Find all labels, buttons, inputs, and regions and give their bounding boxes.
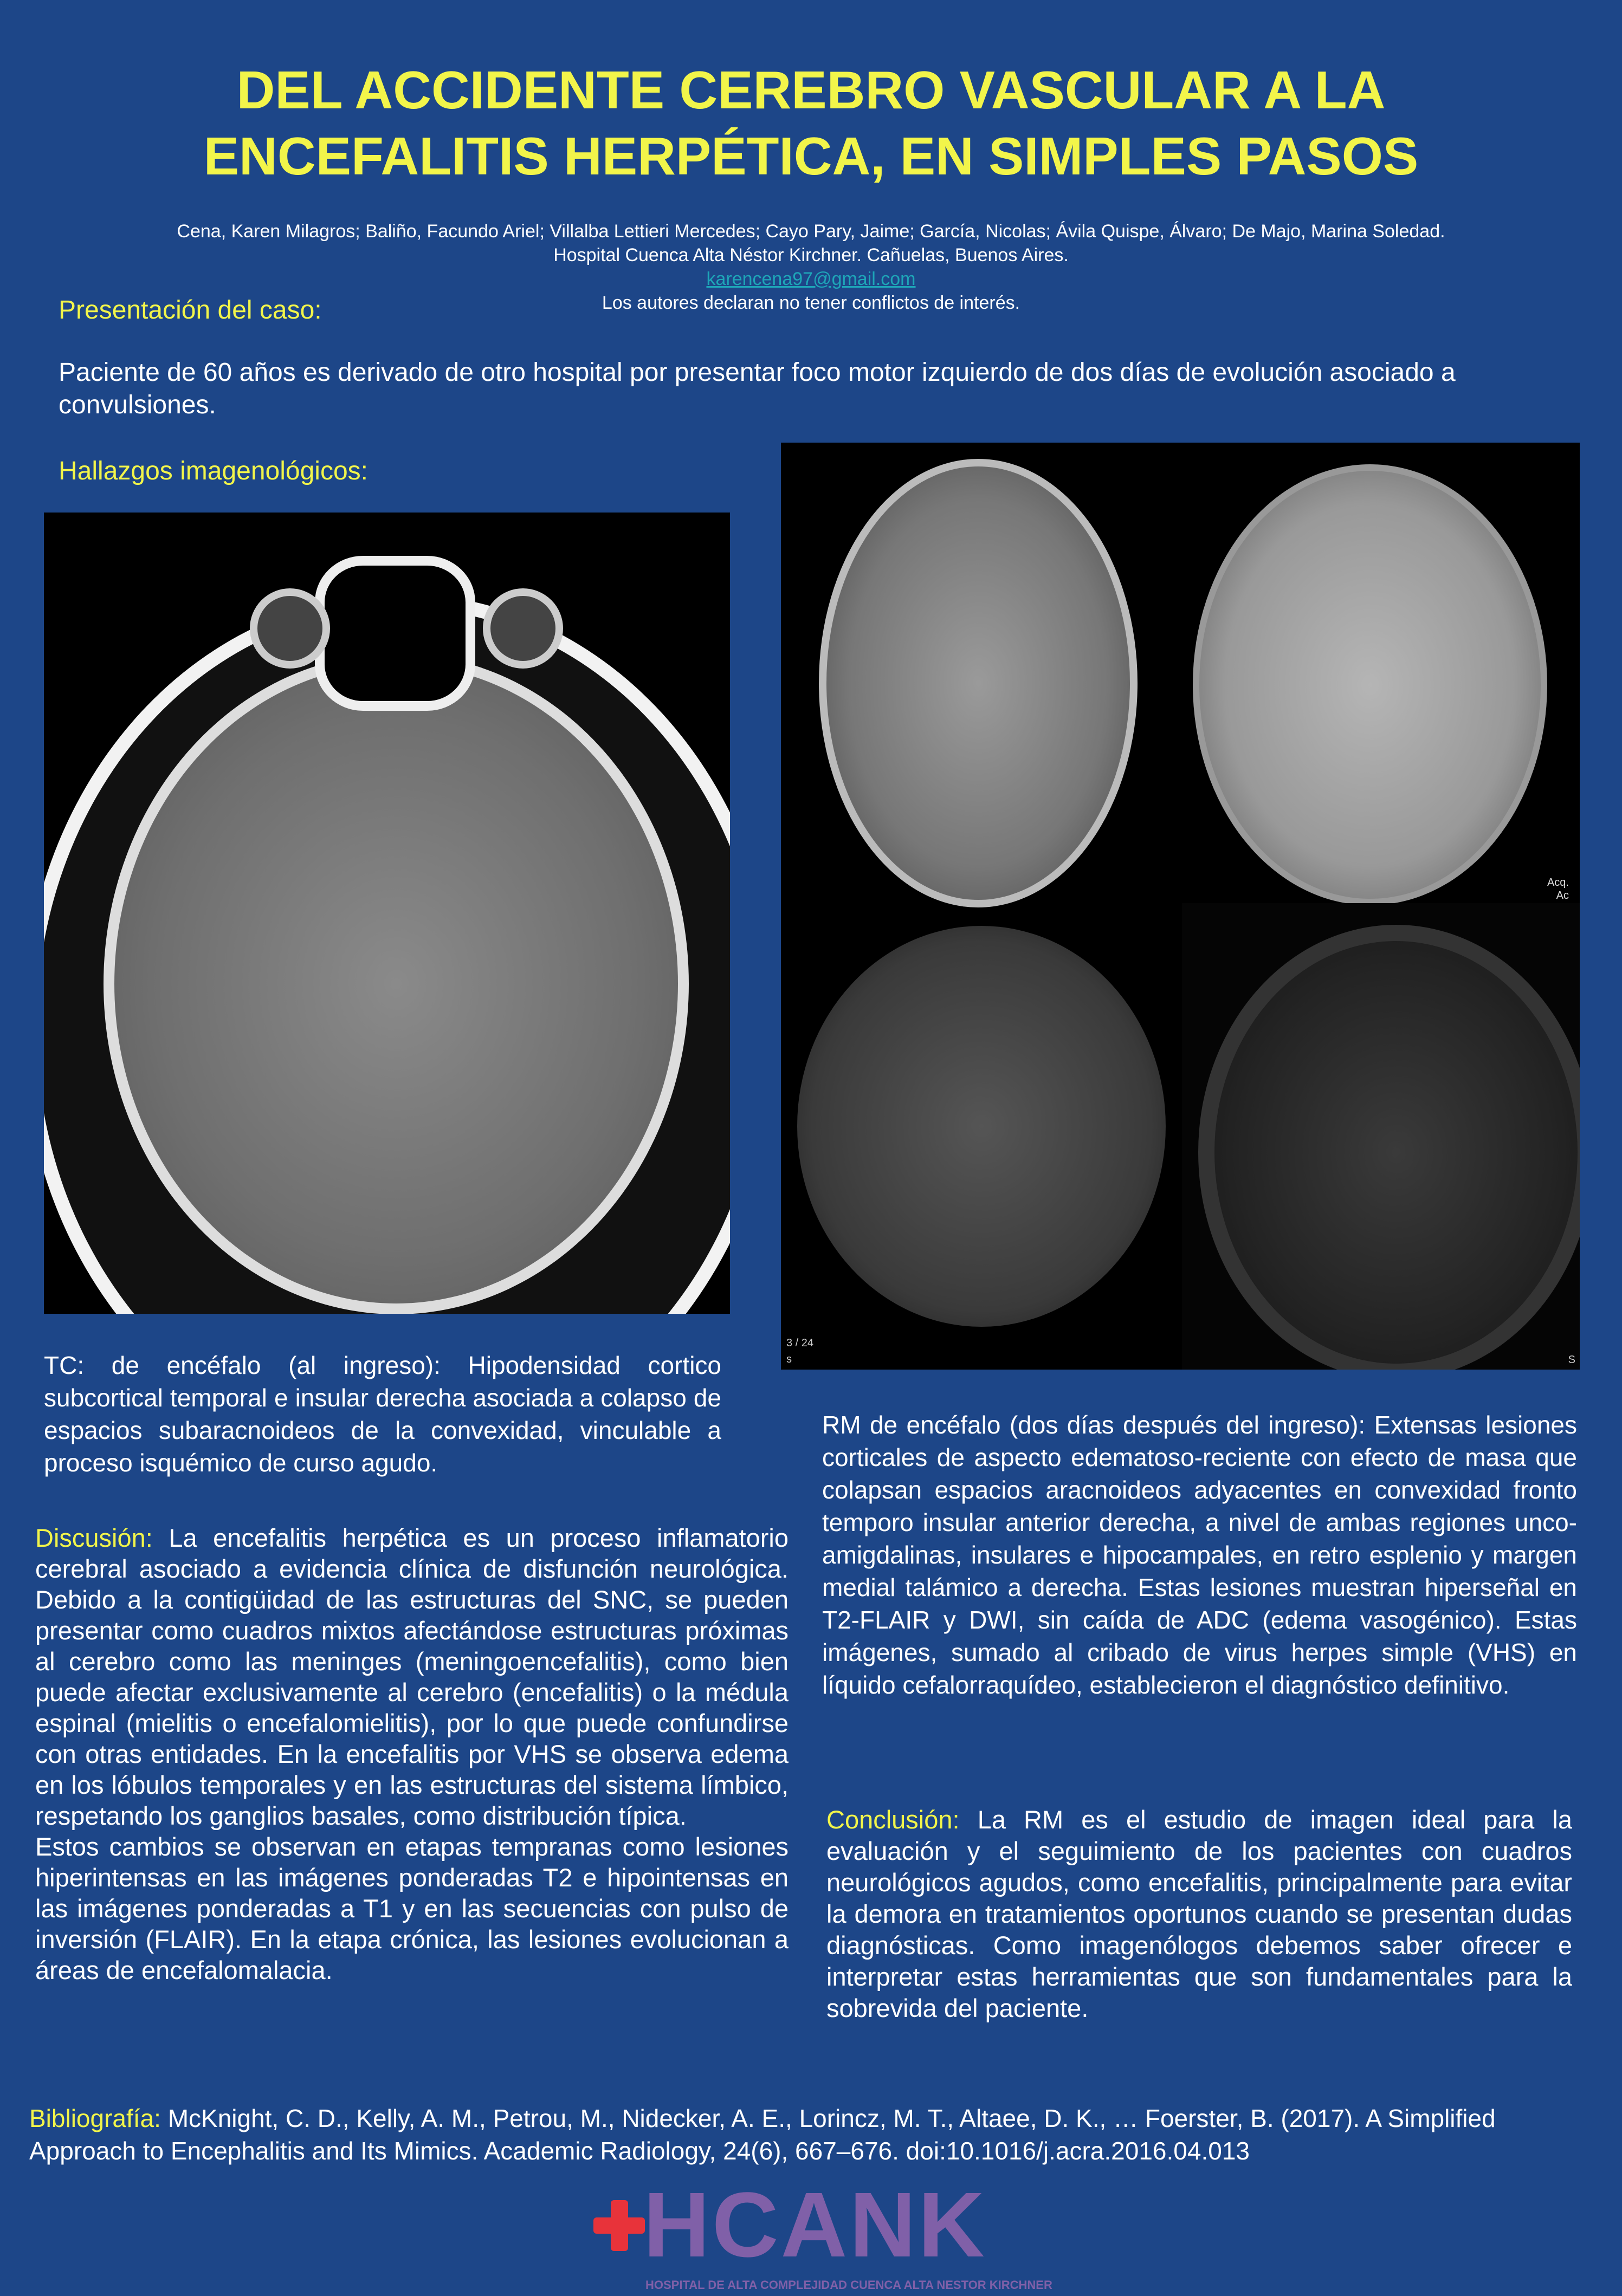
conclusion-section [826, 1804, 1572, 2024]
bibliography-section [29, 2102, 1574, 2167]
mri-caption: RM de encéfalo (dos días después del ingreso): Extensas lesiones corticales de aspecto edematoso-reciente con efecto de masa que colapsan espacios aracnoideos adyacentes en convexidad fronto temporo insular anterior derecha, a nivel de ambas regiones unco-amigdalinas, insulares e hipocampales, en retro esplenio y margen medial talámico a derecha. Estas lesiones muestran hiperseñal en T2-FLAIR y DWI, sin caída de ADC (edema vasogénico). Estas imágenes, sumado al cribado de virus herpes simple (VHS) en líquido cefalorraquídeo, establecieron el diagnóstico definitivo. [822, 1411, 1577, 1699]
mri-t2-image [781, 443, 1153, 915]
logo-subtitle: HOSPITAL DE ALTA COMPLEJIDAD CUENCA ALTA NESTOR KIRCHNER [645, 2278, 1052, 2292]
mri-dwi-image [781, 915, 1182, 1370]
conclusion-heading: Conclusión: [826, 1805, 960, 1834]
poster-title [0, 57, 1622, 189]
contact-block [434, 267, 1188, 315]
ct-brain-image [44, 513, 730, 1314]
bibliography-heading: Bibliografía: [29, 2104, 161, 2132]
mri-acq-label: Acq. Ac [1547, 877, 1569, 901]
conclusion-text: La RM es el estudio de imagen ideal para la evaluación y el seguimiento de los pacientes con cuadros neurológicos agudos, como encefalitis, principalmente para evitar la demora en tratamientos oportunos cuando se presentan dudas diagnósticas. Como imagenólogos debemos saber ofrecer e interpretar estas herramientas que son fundamentales para la sobrevida del paciente. [826, 1805, 1572, 2022]
discussion-text-2: Estos cambios se observan en etapas tempranas como lesiones hiperintensas en las imágenes ponderadas T2 e hipointensas en las imágenes ponderadas a T1 y en las secuencias con pulso de inversión (FLAIR). En la etapa crónica, las lesiones evolucionan a áreas de encefalomalacia. [35, 1832, 789, 1984]
discussion-section [35, 1522, 789, 1986]
mri-slice-label: 3 / 24 [786, 1337, 814, 1349]
findings-heading: Hallazgos imagenológicos: [59, 457, 368, 485]
hcank-logo [593, 2174, 1052, 2296]
ct-caption: TC: de encéfalo (al ingreso): Hipodensidad cortico subcortical temporal e insular derecha asociada a colapso de espacios subaracnoideos de la convexidad, vinculable a proceso isquémico de curso agudo. [44, 1351, 721, 1477]
authors-block [0, 219, 1622, 267]
presentation-text: Paciente de 60 años es derivado de otro hospital por presentar foco motor izquierdo de dos días de evolución asociado a convulsiones. [59, 358, 1456, 419]
mri-flair-image [1155, 443, 1580, 915]
bibliography-text: McKnight, C. D., Kelly, A. M., Petrou, M., Nidecker, A. E., Lorincz, M. T., Altaee, D. K., … Foerster, B. (2017). A Simplified Approach to Encephalitis and Its Mimics. Academic Radiology, 24(6), 667–676. doi:10.1016/j.acra.2016.04.013 [29, 2104, 1496, 2165]
authors: Cena, Karen Milagros; Baliño, Facundo Ariel; Villalba Lettieri Mercedes; Cayo Pary, Jaime; García, Nicolas; Ávila Quispe, Álvaro; De Majo, Marina Soledad. [177, 221, 1445, 242]
mri-adc-image [1182, 877, 1580, 1370]
logo-text: HCANK [643, 2174, 987, 2276]
mri-panel [781, 443, 1580, 1370]
institution: Hospital Cuenca Alta Néstor Kirchner. Cañuelas, Buenos Aires. [553, 245, 1069, 265]
mri-corner-left: s [786, 1353, 792, 1365]
title-line-1: DEL ACCIDENTE CEREBRO VASCULAR A LA [236, 60, 1386, 120]
email-link[interactable]: karencena97@gmail.com [706, 269, 916, 289]
discussion-text-1: La encefalitis herpética es un proceso inflamatorio cerebral asociado a evidencia clínica de disfunción neurológica. Debido a la contigüidad de las estructuras del SNC, se pueden presentar como cuadros mixtos afectándose estructuras próximas al cerebro como las meninges (meningoencefalitis), como bien puede afectar exclusivamente al cerebro (encefalitis) o la médula espinal (mielitis o encefalomielitis), por lo que puede confundirse con otras entidades. En la encefalitis por VHS se observa edema en los lóbulos temporales y en las estructuras del sistema límbico, respetando los ganglios basales, como distribución típica. [35, 1523, 789, 1830]
presentation-heading: Presentación del caso: [59, 296, 322, 325]
mri-corner-right: S [1568, 1354, 1575, 1366]
title-line-2: ENCEFALITIS HERPÉTICA, EN SIMPLES PASOS [203, 126, 1419, 186]
discussion-heading: Discusión: [35, 1523, 153, 1552]
conflicts: Los autores declaran no tener conflictos de interés. [602, 293, 1020, 313]
